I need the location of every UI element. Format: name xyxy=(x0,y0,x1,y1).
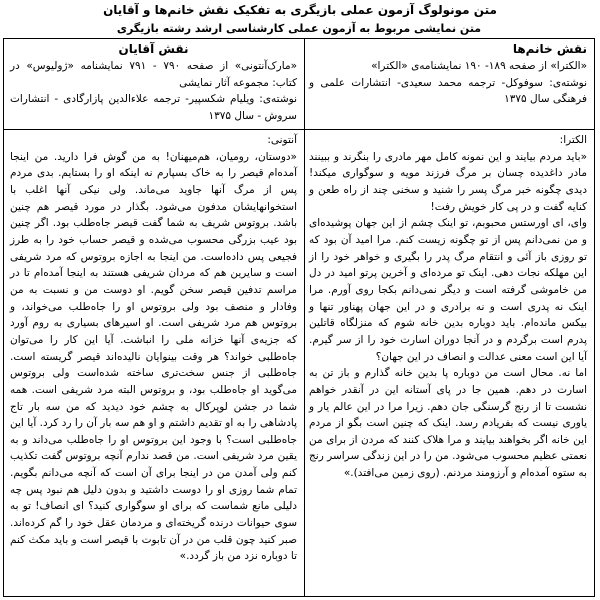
women-author: نوشته‌ی: سوفوکل- ترجمه محمد سعیدی- انتشارات علمی و فرهنگی سال ۱۳۷۵ xyxy=(309,76,587,105)
women-source: «الکترا» از صفحه ۱۸۹- ۱۹۰ نمایشنامه‌ی «الکترا» xyxy=(371,60,587,72)
women-paragraph-1: «باید مردم بیایند و این نمونه کامل مهر مادری را بنگرند و ببینند مادر داغدیده چسان بر مرگ فرزند مویه و سوگواری میکند! دیدی چگونه خبر مرگ پسر را شنید و سخنی چند از راه طعن و کنایه گفت و در پی کار خویش رفت! xyxy=(309,150,587,213)
men-source: «مارک‌آنتونی» از صفحه ۷۹۰ - ۷۹۱ نمایشنامه «ژولیوس» در کتاب: مجموعه آثار نمایشی xyxy=(10,60,297,89)
document-subtitle: متن نمایشی مربوط به آزمون عملی کارشناسی ارشد رشته بازیگری xyxy=(116,22,482,35)
men-speaker: آنتونی: xyxy=(267,134,297,146)
men-header-cell xyxy=(4,39,304,129)
women-speaker: الکترا: xyxy=(559,134,587,146)
document-title: متن مونولوگ آزمون عملی بازیگری به تفکیک نقش خانم‌ها و آقایان xyxy=(103,3,497,17)
men-author: نوشته‌ی: ویلیام شکسپیر- ترجمه علاءالدین پازارگادی - انتشارات سروش - سال ۱۳۷۵ xyxy=(10,93,297,122)
monologue-table xyxy=(3,38,595,597)
men-paragraph-1: «دوستان، رومیان، هم‌میهنان! به من گوش فرا دارید. من اینجا آمده‌ام قیصر را به خاک بسپارم نه اینکه او را بستایم. بدی مردم پس از مرگ آنها جاوید می‌ماند. ولی نیکی آنها اغلب با استخوانهایشان مدفون می‌شود. بگذار در مورد قیصر هم چنین باشد. بروتوس شریف به شما گفت قیصر جاه‌طلب بود. اگر چنین بود عیب بزرگی محسوب می‌شده و قیصر حساب خود را به طرز فجیعی پس داده‌است. من اینجا به اجازه بروتوس که مرد شریفی است و سایرین هم که مردان شریفی هستند به اینجا آمده‌ام تا در مراسم تدفین قیصر سخن گویم. او دوست من و نسبت به من وفادار و منصف بود ولی بروتوس او را جاه‌طلب می‌خواند، و بروتوس هم مرد شریفی است. او اسیرهای بسیاری به روم آورد که جزیه‌ی آنها خزانه ملی را انباشت. آیا این کار را می‌توان جاه‌طلبی خواند؟ هر وقت بینوایان نالیده‌اند قیصر گریسته است. جاه‌طلبی از جنس سخت‌تری ساخته شده‌است ولی بروتوس می‌گوید او جاه‌طلب بود، و بروتوس البته مرد شریفی است. همه شما در جشن لوپرکال به چشم خود دیدید که من سه بار تاج پادشاهی را به او تقدیم داشتم و او هم سه بار آن را رد کرد. آیا این جاه‌طلبی است؟ با وجود این بروتوس او را جاه‌طلب می‌داند و به یقین مرد شریفی است. من قصد ندارم آنچه بروتوس گفت تکذیب کنم ولی آمدن من در اینجا برای آن است که آنچه می‌دانم بگویم. تمام شما روزی او را دوست داشتید و بدون دلیل هم نبود پس چه دلیلی مانع شماست که برای او سوگواری کنید؟ ای انصاف! تو به سوی حیوانات درنده گریخته‌ای و مردمان عقل خود را گم کرده‌اند. صبر کنید چون قلب من در آن تابوت با قیصر است و باید مکث کنم تا دوباره نزد من باز گردد.» xyxy=(10,150,297,563)
men-monologue-cell xyxy=(4,130,304,597)
women-heading: نقش خانم‌ها xyxy=(512,42,587,56)
women-paragraph-3: اما نه. محال است من دوباره پا بدین خانه گذارم و باز تن به اسارت در دهم. همین جا در پای آستانه این در آنقدر خواهم نشست تا از رنج گرسنگی جان دهم. زیرا مرا در این عالم یار و یاوری نیست که بفریادم رسد. اینک که چنین است بگو از مردم این خانه اگر بخواهند بیایند و مرا هلاک کنند که مردن از برای من نعمتی عظیم محسوب می‌شود. من را در این زندگی سراسر رنج به ستوه آمده‌ام و آرزومند مردنم. (روی زمین می‌افتد).» xyxy=(309,367,587,480)
men-heading: نقش آقایان xyxy=(118,42,189,56)
women-header-cell xyxy=(303,39,594,129)
women-paragraph-2: وای، ای اورستس محبوبم، تو اینک چشم از این جهان پوشیده‌ای و من نمی‌دانم پس از تو چگونه زیست کنم. مرا امید آن بود که تو روزی باز آئی و انتقام مرگ پدر را بگیری و خواهر خود را از این مهلکه نجات دهی. اینک تو مرده‌ای و آخرین پرتو امید در دل من خاموشی گرفته است و دیگر نمی‌دانم بکجا روی آورم. مرا اینک نه پدری است و نه برادری و در این جهان پهناور تنها و بیکس مانده‌ام. باید دوباره بدین خانه شوم که منزلگاه قاتلین پدرم است برگردم و در آنجا دوران اسارت خود را از سر گیرم. آیا این است معنی عدالت و انصاف در این جهان؟ xyxy=(309,217,587,363)
women-monologue-cell xyxy=(303,130,594,597)
